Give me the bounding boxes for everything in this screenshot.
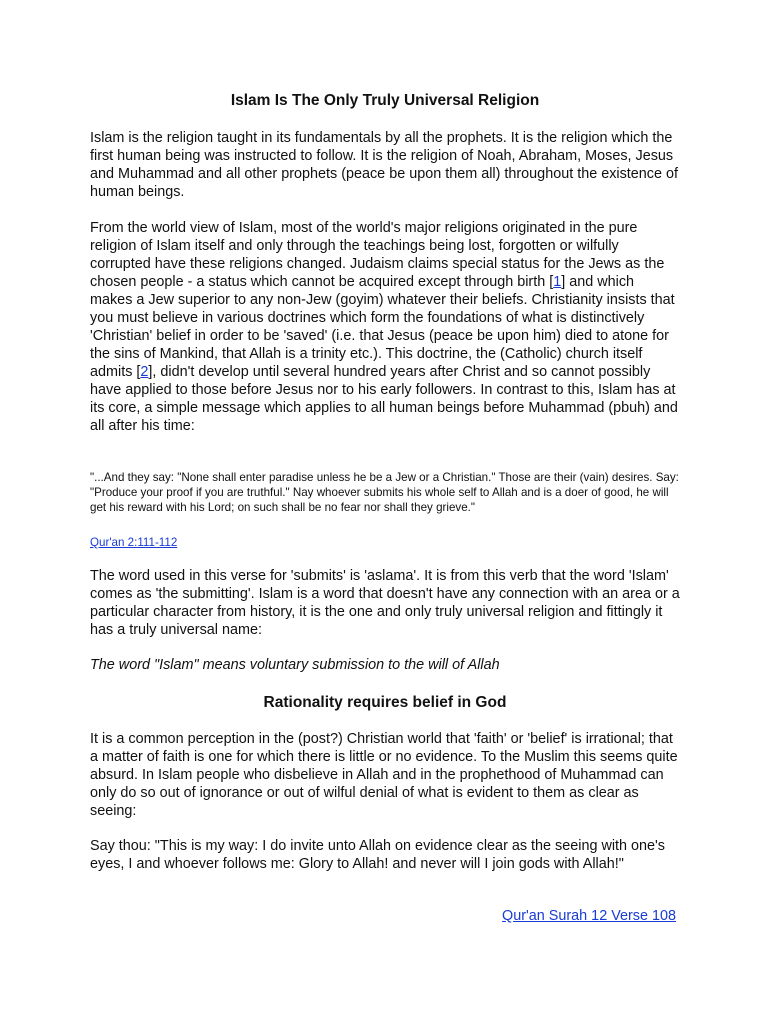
paragraph-world-view-part-c: ], didn't develop until several hundred years after Christ and so cannot possibly have applied to those before Jesus nor to his early followers. In contrast to this, Islam has at its core, a simple message which applies to all human beings before Muhammad (pbuh) and all after his time: (90, 364, 678, 434)
paragraph-rationality: It is a common perception in the (post?) Christian world that 'faith' or 'belief' is irrational; that a matter of faith is one for which there is little or no evidence. To the Muslim this seems quite absurd. In Islam people who disbelieve in Allah and in the prophethood of Muhammad can only do so out of ignorance or out of wilful denial of what is evident to them as clear as seeing: (90, 731, 678, 819)
quote-reference-line (90, 534, 680, 552)
paragraph-intro: Islam is the religion taught in its fundamentals by all the prophets. It is the religion which the first human being was instructed to follow. It is the religion of Noah, Abraham, Moses, Jesus and Muhammad and all other prophets (peace be upon them all) throughout the existence of human beings. (90, 130, 678, 200)
footnote-link-2[interactable]: 2 (140, 364, 149, 380)
paragraph-islam-meaning (90, 656, 680, 674)
surah-reference-line (90, 907, 676, 925)
paragraph-aslama: The word used in this verse for 'submits' is 'aslama'. It is from this verb that the word 'Islam' comes as 'the submitting'. Islam is a word that doesn't have any connection with an area or a particular character from history, it is the one and only truly universal religion and fittingly it has a truly universal name: (90, 568, 680, 638)
footnote-link-1[interactable]: 1 (553, 274, 562, 290)
paragraph-world-view-part-b: ] and which makes a Jew superior to any non-Jew (goyim) whatever their beliefs. Christianity insists that you must believe in various doctrines which form the foundations of what is distinctively 'Christian' belief in order to be 'saved' (i.e. that Jesus (peace be upon him) died to atone for the sins of Mankind, that Allah is a trinity etc.). This doctrine, the (Catholic) church itself admits [ (90, 274, 675, 380)
paragraph-say-thou: Say thou: "This is my way: I do invite unto Allah on evidence clear as the seeing with one's eyes, I and whoever follows me: Glory to Allah! and never will I join gods with Allah!" (90, 838, 665, 872)
quran-12-108-link[interactable]: Qur'an Surah 12 Verse 108 (502, 908, 676, 924)
section-heading-rationality: Rationality requires belief in God (263, 694, 507, 711)
quran-quote-2-111: "...And they say: "None shall enter paradise unless he be a Jew or a Christian." Those are their (vain) desires. Say: "Produce your proof if you are truthful." Nay whoever submits his whole self to Allah and is a doer of good, he will get his reward with his Lord; on such shall be no fear nor shall they grieve." (90, 471, 679, 514)
quran-2-111-link[interactable]: Qur'an 2:111-112 (90, 536, 178, 549)
paragraph-world-view-part-a: From the world view of Islam, most of the world's major religions originated in the pure religion of Islam itself and only through the teachings being lost, forgotten or wilfully corrupted have these religions changed. Judaism claims special status for the Jews as the chosen people - a status which cannot be acquired except through birth [ (90, 220, 665, 290)
page-title: Islam Is The Only Truly Universal Religion (230, 92, 540, 109)
paragraph-world-view (90, 219, 680, 435)
islam-meaning-text: The word "Islam" means voluntary submission to the will of Allah (90, 657, 500, 673)
